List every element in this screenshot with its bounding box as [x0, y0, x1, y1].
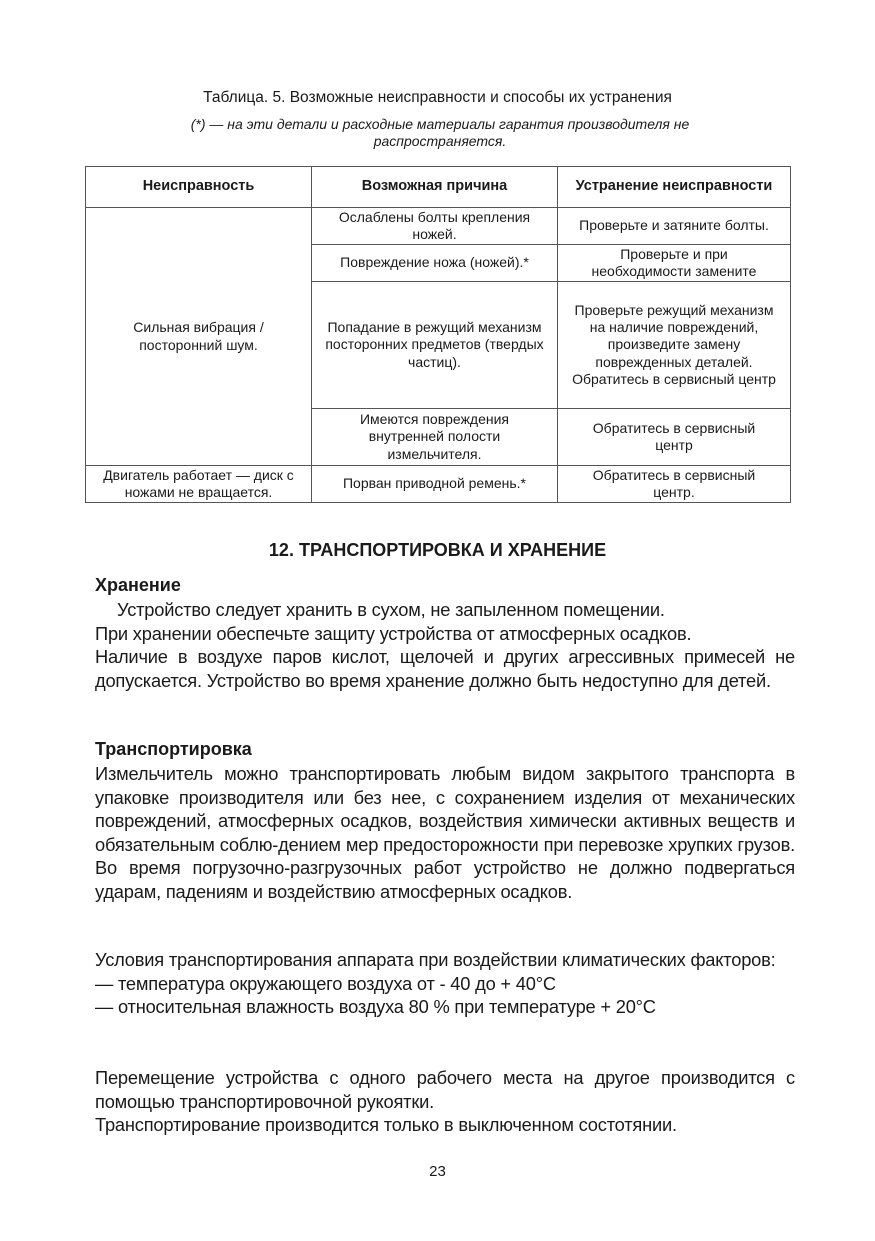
storage-text [95, 598, 795, 692]
fix-cell: Обратитесь в сервисный центр [558, 409, 791, 466]
fault-cell: Двигатель работает — диск с ножами не вращается. [86, 466, 312, 503]
table-note-line: (*) — на эти детали и расходные материалы гарантия производителя не [190, 116, 690, 132]
table-note-line: распространяется. [373, 133, 507, 149]
header-fault: Неисправность [86, 167, 312, 208]
moving-text: Перемещение устройства с одного рабочего места на другое производится с помощью транспортировочной рукоятки. [95, 1067, 795, 1112]
page-number: 23 [429, 1163, 446, 1180]
storage-line: Устройство следует хранить в сухом, не запыленном помещении. [117, 599, 665, 620]
off-state-text: Транспортирование производится только в выключенном состотянии. [95, 1114, 677, 1135]
fix-cell: Проверьте и затяните болты. [558, 208, 791, 245]
cause-cell: Порван приводной ремень.* [312, 466, 558, 503]
faults-table [85, 166, 791, 503]
storage-heading: Хранение [95, 575, 181, 595]
fault-cell: Сильная вибрация / посторонний шум. [86, 208, 312, 466]
cause-cell: Имеются повреждения внутренней полости измельчителя. [312, 409, 558, 466]
table-caption: Таблица. 5. Возможные неисправности и способы их устранения [203, 89, 672, 106]
condition-item: — относительная влажность воздуха 80 % при температуре + 20°С [95, 996, 656, 1017]
header-cause: Возможная причина [312, 167, 558, 208]
transport-conditions [95, 948, 795, 1019]
storage-line: Наличие в воздухе паров кислот, щелочей и других агрессивных примесей не допускается. Устройство во время хранение должно быть недоступно для детей. [95, 646, 795, 691]
transport-paragraph: Измельчитель можно транспортировать любым видом закрытого транспорта в упаковке производителя или без нее, с сохранением изделия от механических повреждений, атмосферных осадков, воздействия химически активных веществ и обязательным соблю-дением мер предосторожности при перевозке хрупких грузов. Во время погрузочно-разгрузочных работ устройство не должно подвергаться ударам, падениям и воздействию атмосферных осадков. [95, 763, 795, 902]
table-row [86, 466, 791, 503]
table-header-row [86, 167, 791, 208]
table-row [86, 208, 791, 245]
fix-cell: Проверьте и при необходимости замените [558, 245, 791, 282]
table-note [140, 116, 740, 150]
header-fix: Устранение неисправности [558, 167, 791, 208]
cause-cell: Повреждение ножа (ножей).* [312, 245, 558, 282]
section-title: 12. ТРАНСПОРТИРОВКА И ХРАНЕНИЕ [268, 540, 607, 560]
storage-line: При хранении обеспечьте защиту устройства от атмосферных осадков. [95, 622, 692, 644]
conditions-intro: Условия транспортирования аппарата при воздействии климатических факторов: [95, 949, 776, 970]
transport-moving [95, 1066, 795, 1137]
cause-cell: Ослаблены болты крепления ножей. [312, 208, 558, 245]
cause-cell: Попадание в режущий механизм посторонних предметов (твердых частиц). [312, 282, 558, 409]
fix-cell: Обратитесь в сервисный центр. [558, 466, 791, 503]
condition-item: — температура окружающего воздуха от - 40 до + 40°С [95, 972, 556, 994]
transport-heading: Транспортировка [95, 739, 252, 759]
fix-cell: Проверьте режущий механизм на наличие повреждений, произведите замену поврежденных деталей. Обратитесь в сервисный центр [558, 282, 791, 409]
